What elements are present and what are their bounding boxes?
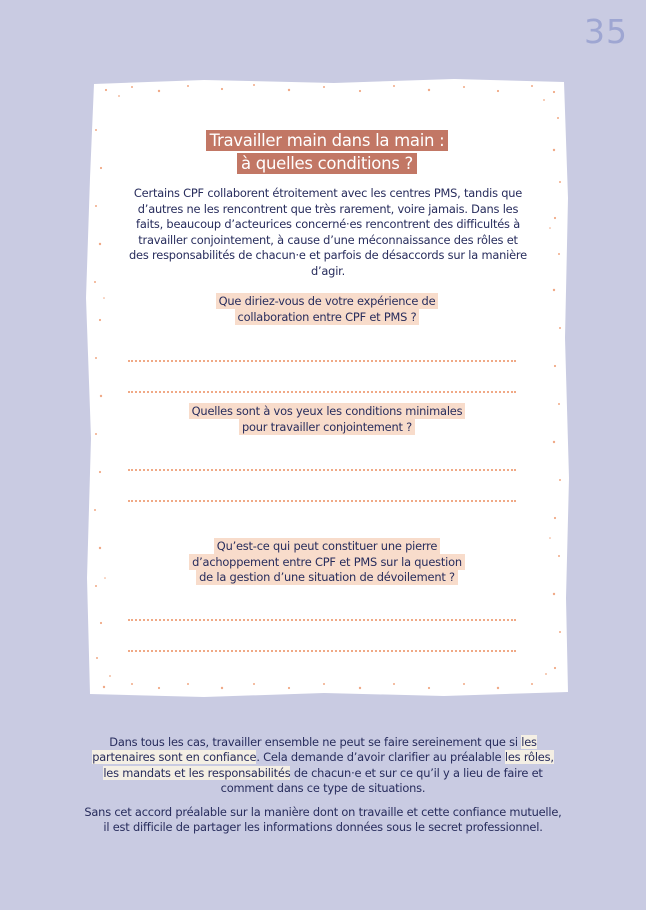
answer-line[interactable]: [128, 650, 516, 652]
title-line: à quelles conditions ?: [237, 153, 417, 174]
footer-paragraph-2: Sans cet accord préalable sur la manière dont on travaille et cette confiance mutuelle, il est difficile de partager les informations données sous le secret professionnel.: [84, 804, 562, 835]
footer-paragraph-1: [84, 735, 562, 797]
question-line: d’achoppement entre CPF et PMS sur la question: [189, 554, 465, 570]
worksheet-card: [84, 78, 570, 698]
question-line: Qu’est-ce qui peut constituer une pierre: [214, 538, 440, 554]
answer-line[interactable]: [128, 619, 516, 621]
answer-line[interactable]: [128, 469, 516, 471]
footer-highlight: les rôles, les mandats et les responsabilités: [103, 750, 554, 780]
card-title: [84, 130, 570, 176]
question-line: Que diriez-vous de votre expérience de: [216, 293, 439, 309]
intro-paragraph: Certains CPF collaborent étroitement avec les centres PMS, tandis que d’autres ne les rencontrent que très rarement, voire jamais. Dans les faits, beaucoup d’acteurices concerné·es rencontrent des difficultés à travailler conjointement, à cause d’une méconnaissance des rôles et des responsabilités de chacun·e et parfois de désaccords sur la manière d’agir.: [129, 186, 527, 278]
footer-text-run: de chacun·e et sur ce qu’il y a lieu de faire et comment dans ce type de situations.: [220, 765, 543, 796]
title-line: Travailler main dans la main :: [206, 130, 449, 151]
question-line: pour travailler conjointement ?: [239, 419, 415, 435]
page-number: 35: [584, 12, 628, 51]
answer-line[interactable]: [128, 391, 516, 393]
question-line: collaboration entre CPF et PMS ?: [235, 309, 420, 325]
question-line: Quelles sont à vos yeux les conditions minimales: [189, 403, 466, 419]
question-2: [124, 404, 530, 435]
question-1: [124, 294, 530, 325]
footer-text-run: . Cela demande d’avoir clarifier au préalable: [256, 750, 505, 765]
question-3: [124, 539, 530, 586]
question-line: de la gestion d’une situation de dévoilement ?: [196, 569, 458, 585]
footer-highlight: les partenaires sont en confiance: [92, 735, 537, 765]
answer-line[interactable]: [128, 500, 516, 502]
answer-line[interactable]: [128, 360, 516, 362]
footer-text-run: Dans tous les cas, travailler ensemble ne peut se faire sereinement que si: [109, 735, 522, 749]
footer-text: [84, 735, 562, 843]
